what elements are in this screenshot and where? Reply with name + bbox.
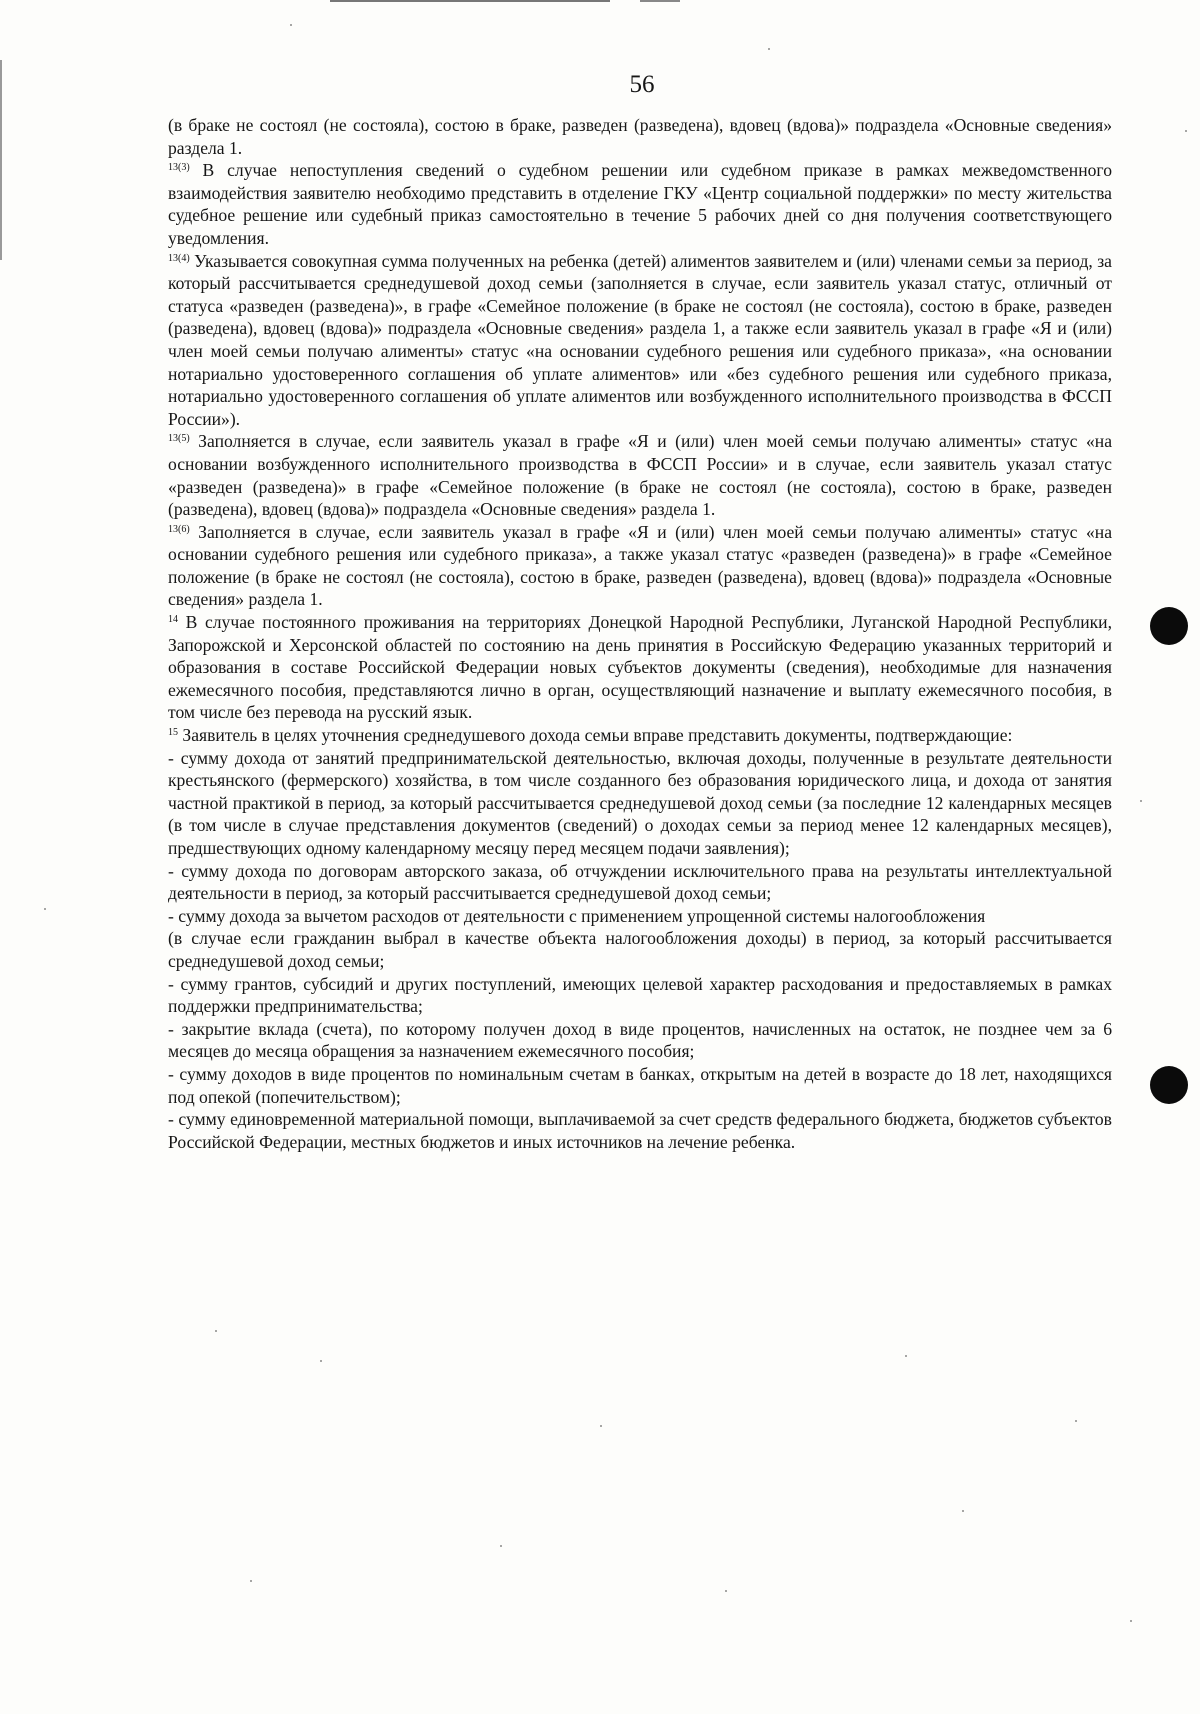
list-item: - сумму единовременной материальной помощи, выплачиваемой за счет средств федерального бюджета, бюджетов субъектов Российской Федерации, местных бюджетов и иных источников на лечение ребенка.	[168, 1109, 1112, 1152]
footnote-marker: 14	[168, 614, 178, 626]
scan-speck	[290, 24, 292, 26]
list-item: - сумму дохода от занятий предпринимательской деятельностью, включая доходы, полученные в результате деятельности крестьянского (фермерского) хозяйства, в том числе созданного без образования юридического лица, и дохода от занятия частной практикой в период, за который рассчитывается среднедушевой доход семьи (за последние 12 календарных месяцев (в том числе в случае представления документов (сведений) о доходах семьи за период менее 12 календарных месяцев), предшествующих одному календарному месяцу перед месяцем подачи заявления);	[168, 747, 1112, 858]
footnote-14	[168, 611, 1112, 724]
footnote-13-4	[168, 250, 1112, 431]
list-item: - сумму дохода за вычетом расходов от деятельности с применением упрощенной системы налогообложения	[168, 905, 986, 926]
continuation-paragraph	[168, 114, 1112, 159]
footnote-13-6	[168, 521, 1112, 611]
scan-top-rule-fragment	[640, 0, 680, 2]
footnote-text: В случае постоянного проживания на территориях Донецкой Народной Республики, Луганской Народной Республики, Запорожской и Херсонской областей по состоянию на день принятия в Российскую Федерацию указанных территорий и образования в составе Российской Федерации новых субъектов документы (сведения), необходимые для назначения ежемесячного пособия, представляются лично в орган, осуществляющий назначение и выплату ежемесячного пособия, в том числе без перевода на русский язык.	[168, 612, 1112, 723]
footnote-marker: 13(6)	[168, 523, 190, 535]
footnote-text: Указывается совокупная сумма полученных на ребенка (детей) алиментов заявителем и (или) членами семьи за период, за который рассчитывается среднедушевой доход семьи (заполняется в случае, если заявитель указал статус, отличный от статуса «разведен (разведена)», в графе «Семейное положение (в браке не состоял (не состояла), состою в браке, разведен (разведена), вдовец (вдова)» подраздела «Основные сведения» раздела 1, а также если заявитель указал в графе «Я и (или) член моей семьи получаю алименты» статус «на основании судебного решения или судебного приказа», «на основании нотариально удостоверенного соглашения об уплате алиментов» или «без судебного решения или судебного приказа, нотариально удостоверенного соглашения об уплате алиментов или возбужденного исполнительного производства в ФССП России»).	[168, 250, 1112, 429]
footnote-text: Заполняется в случае, если заявитель указал в графе «Я и (или) член моей семьи получаю алименты» статус «на основании возбужденного исполнительного производства в ФССП России» и в случае, если заявитель указал статус «разведен (разведена)» в графе «Семейное положение (в браке не состоял (не состояла), состою в браке, разведен (разведена), вдовец (вдова)» подраздела «Основные сведения» раздела 1.	[168, 431, 1112, 520]
footnote-marker: 13(4)	[168, 252, 190, 264]
scan-speck	[725, 1590, 727, 1592]
scan-top-rule	[330, 0, 610, 2]
list-item: - сумму доходов в виде процентов по номинальным счетам в банках, открытым на детей в возрасте до 18 лет, находящихся под опекой (попечительством);	[168, 1063, 1112, 1107]
scan-speck	[1130, 1620, 1132, 1622]
footnote-marker: 13(5)	[168, 433, 190, 445]
scan-speck	[215, 1330, 217, 1332]
page-number: 56	[629, 71, 655, 98]
footnote-text: В случае непоступления сведений о судебном решении или судебном приказе в рамках межведомственного взаимодействия заявителю необходимо представить в отделение ГКУ «Центр социальной поддержки» по месту жительства судебное решение или судебный приказ самостоятельно в течение 5 рабочих дней со дня получения соответствующего уведомления.	[168, 160, 1112, 248]
footnote-13-5	[168, 430, 1112, 520]
scan-speck	[44, 908, 46, 910]
scan-speck	[600, 1425, 602, 1427]
paragraph-text: (в браке не состоял (не состояла), состою в браке, разведен (разведена), вдовец (вдова)» подраздела «Основные сведения» раздела 1.	[168, 115, 1112, 158]
footnote-marker: 15	[168, 727, 178, 739]
scan-speck	[1185, 130, 1187, 132]
scan-speck	[250, 1580, 252, 1582]
list-item-continuation: (в случае если гражданин выбрал в качестве объекта налогообложения доходы) в период, за который рассчитывается среднедушевой доход семьи;	[168, 928, 1112, 971]
scan-speck	[768, 48, 770, 50]
footnote-15	[168, 724, 1112, 747]
footnote-13-3	[168, 159, 1112, 249]
punch-hole	[1150, 607, 1188, 645]
footnote-text: Заполняется в случае, если заявитель указал в графе «Я и (или) член моей семьи получаю алименты» статус «на основании судебного решения или судебного приказа», а также указал статус «разведен (разведена)» в графе «Семейное положение (в браке не состоял (не состояла), состою в браке, разведен (разведена), вдовец (вдова)» подраздела «Основные сведения» раздела 1.	[168, 521, 1112, 610]
scan-speck	[500, 1545, 502, 1547]
footnote-text: Заявитель в целях уточнения среднедушевого дохода семьи вправе представить документы, подтверждающие:	[178, 725, 1013, 746]
scan-speck	[962, 1510, 964, 1512]
scan-speck	[1140, 800, 1142, 802]
scan-speck	[905, 1355, 907, 1357]
document-body	[168, 114, 1112, 1153]
list-item: - закрытие вклада (счета), по которому получен доход в виде процентов, начисленных на остаток, не позднее чем за 6 месяцев до месяца обращения за назначением ежемесячного пособия;	[168, 1018, 1112, 1062]
scan-speck	[1075, 1420, 1077, 1422]
list-item: - сумму грантов, субсидий и других поступлений, имеющих целевой характер расходования и предоставляемых в рамках поддержки предпринимательства;	[168, 973, 1112, 1017]
footnote-marker: 13(3)	[168, 162, 190, 174]
list-item: - сумму дохода по договорам авторского заказа, об отчуждении исключительного права на результаты интеллектуальной деятельности в период, за который рассчитывается среднедушевой доход семьи;	[168, 860, 1112, 904]
punch-hole	[1150, 1066, 1188, 1104]
scan-speck	[320, 1360, 322, 1362]
